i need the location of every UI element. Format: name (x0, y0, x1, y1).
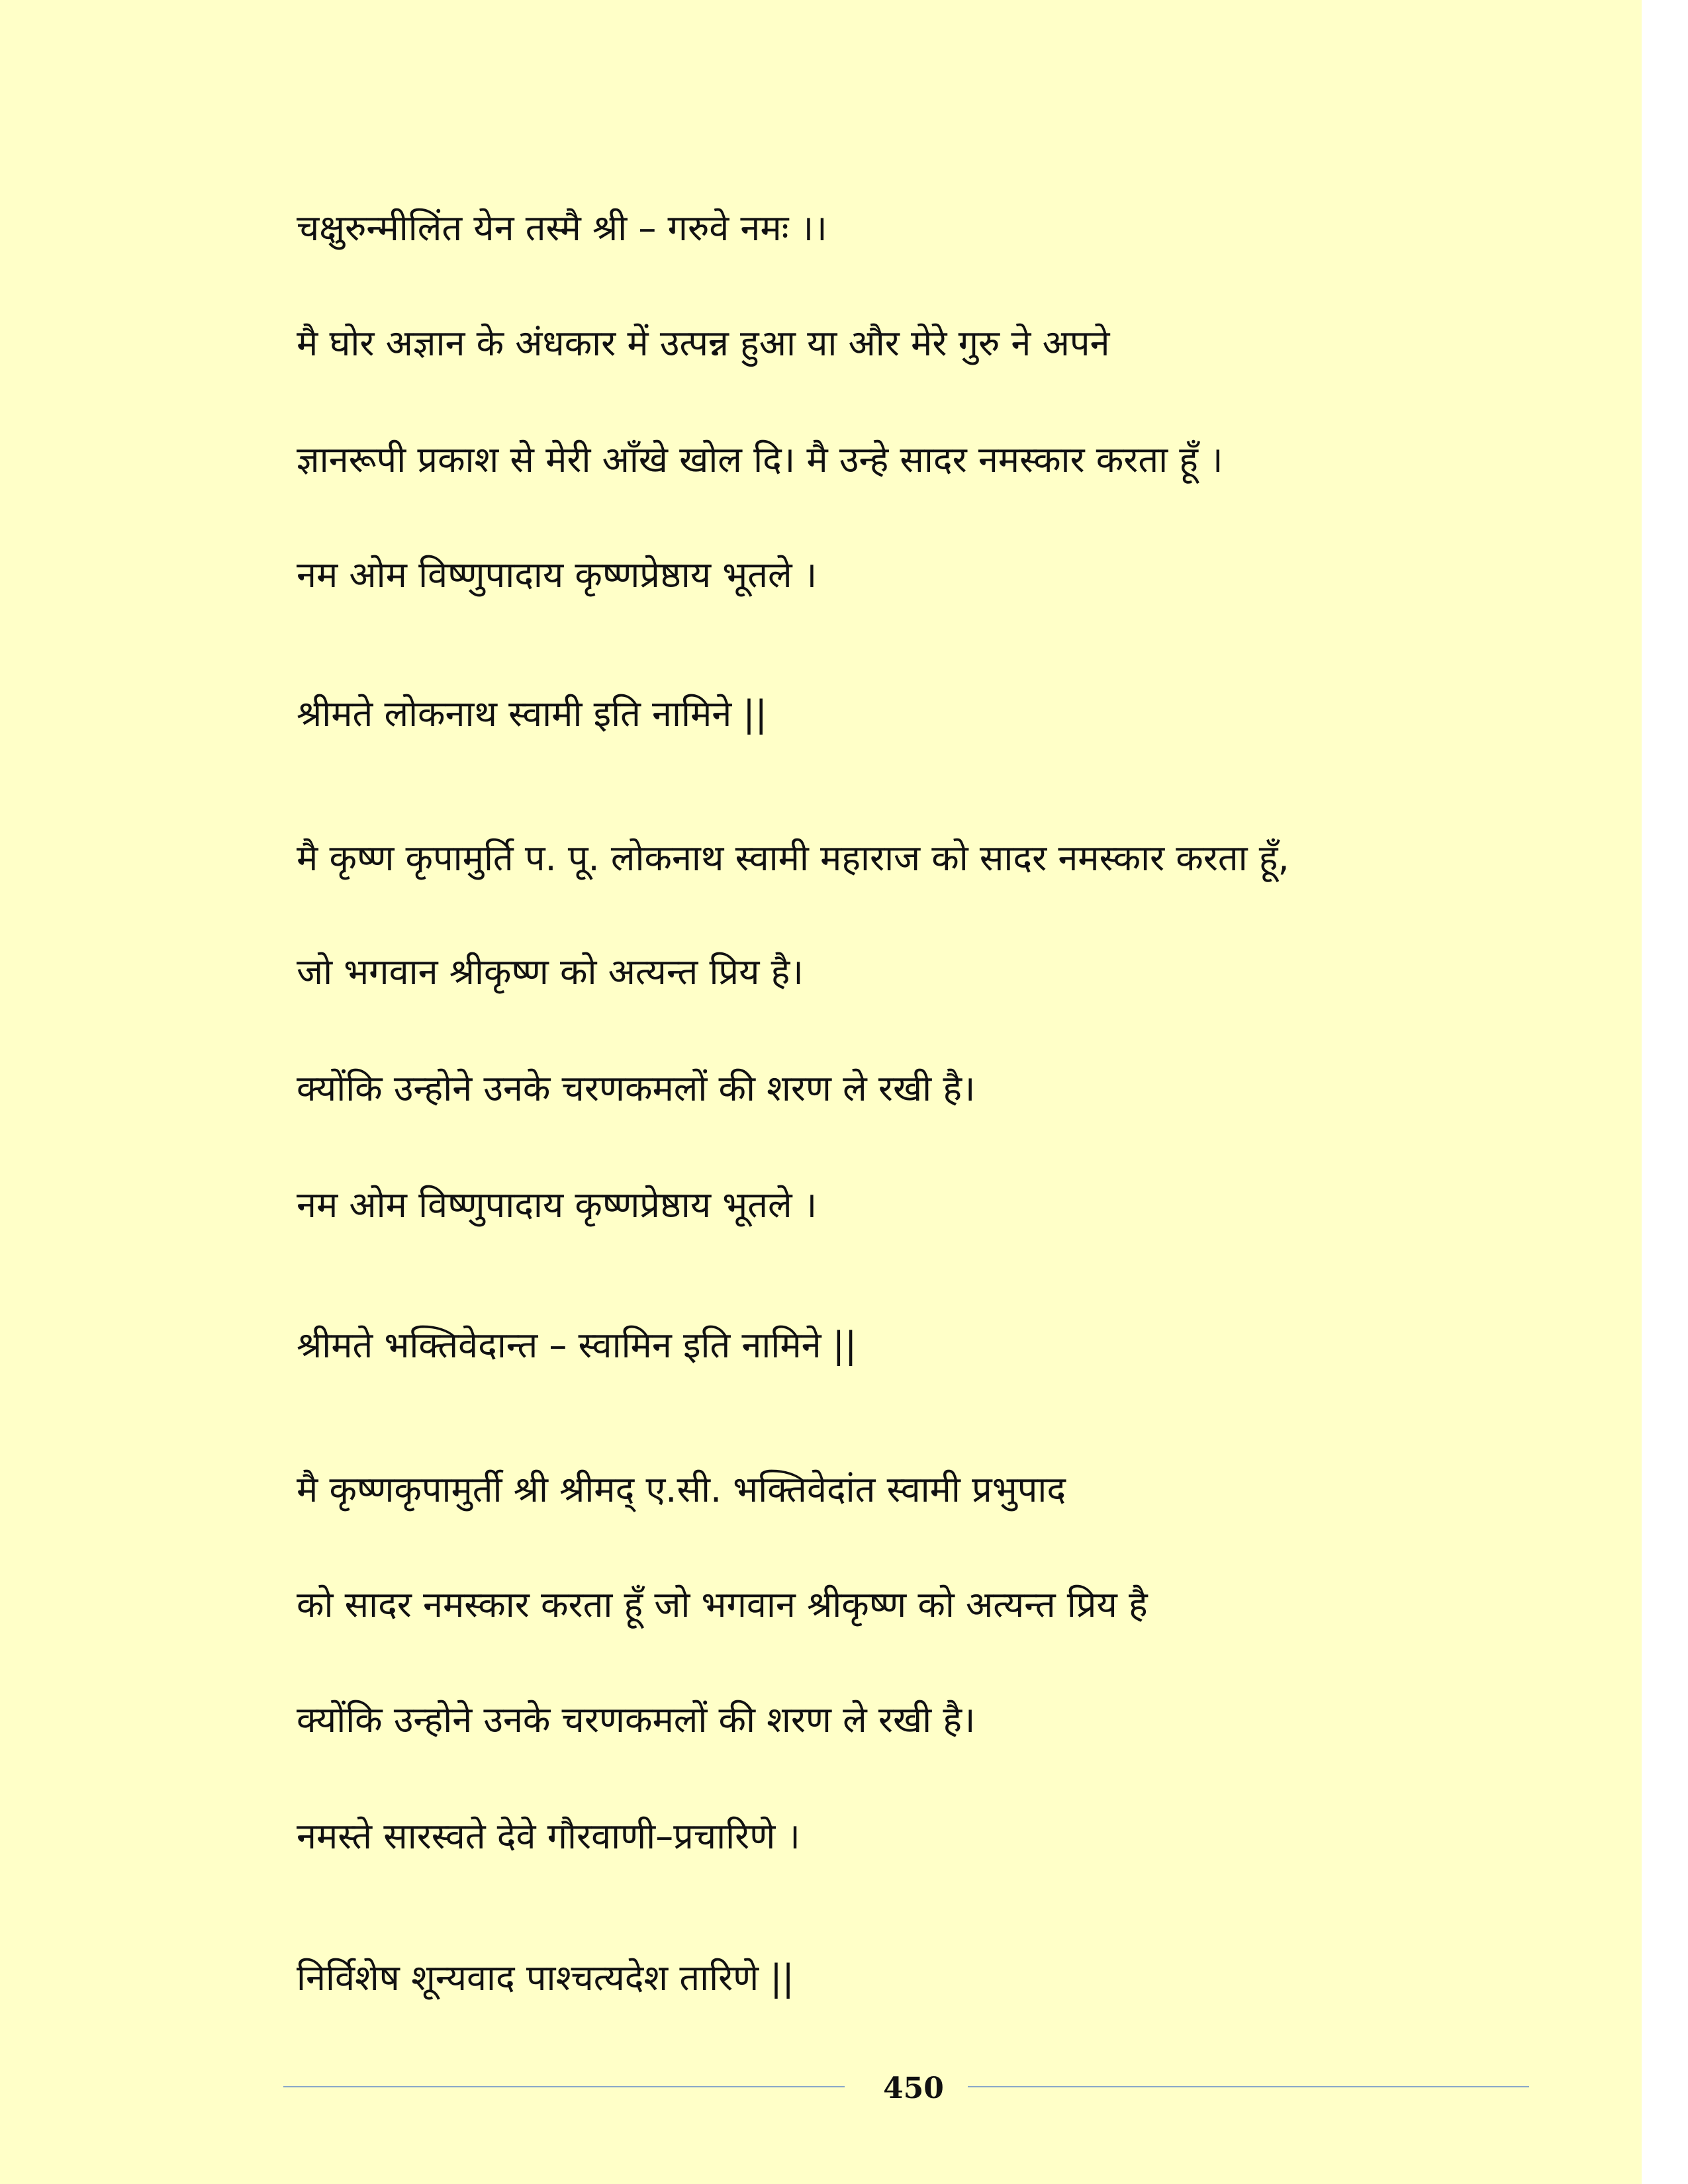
text-line-2: मै घोर अज्ञान के अंधकार में उत्पन्न हुआ या और मेरे गुरु ने अपने (297, 322, 1110, 364)
text-line-12: को सादर नमस्कार करता हूँ जो भगवान श्रीकृष्ण को अत्यन्त प्रिय है (297, 1584, 1148, 1625)
text-line-3: ज्ञानरूपी प्रकाश से मेरी आँखे खोल दि। मै उन्हे सादर नमस्कार करता हूँ । (297, 439, 1223, 480)
text-line-5: श्रीमते लोकनाथ स्वामी इति नामिने || (297, 693, 767, 735)
text-line-13: क्योंकि उन्होने उनके चरणकमलों की शरण ले रखी है। (297, 1699, 976, 1741)
text-line-8: क्योंकि उन्होने उनके चरणकमलों की शरण ले रखी है। (297, 1068, 976, 1109)
right-margin (1642, 0, 1688, 2184)
text-line-4: नम ओम विष्णुपादाय कृष्णप्रेष्ठाय भूतले । (297, 554, 818, 596)
text-line-11: मै कृष्णकृपामुर्ती श्री श्रीमद् ए.सी. भक्तिवेदांत स्वामी प्रभुपाद (297, 1469, 1066, 1510)
footer-rule-left (283, 2086, 845, 2087)
text-line-9: नम ओम विष्णुपादाय कृष्णप्रेष्ठाय भूतले । (297, 1184, 818, 1226)
text-line-1: चक्षुरुन्मीलिंत येन तस्मै श्री – गरुवे नमः ।। (297, 207, 827, 249)
text-line-7: जो भगवान श्रीकृष्ण को अत्यन्त प्रिय है। (297, 951, 804, 993)
text-line-10: श्रीमते भक्तिवेदान्त – स्वामिन इति नामिने || (297, 1324, 857, 1366)
text-line-14: नमस्ते सारस्वते देवे गौरवाणी–प्रचारिणे । (297, 1815, 800, 1857)
text-line-15: निर्विशेष शून्यवाद पाश्चत्यदेश तारिणे || (297, 1957, 794, 1999)
text-line-6: मै कृष्ण कृपामुर्ति प. पू. लोकनाथ स्वामी महाराज को सादर नमस्कार करता हूँ, (297, 837, 1289, 879)
page-number: 450 (883, 2071, 944, 2105)
footer-rule-right (968, 2086, 1529, 2087)
